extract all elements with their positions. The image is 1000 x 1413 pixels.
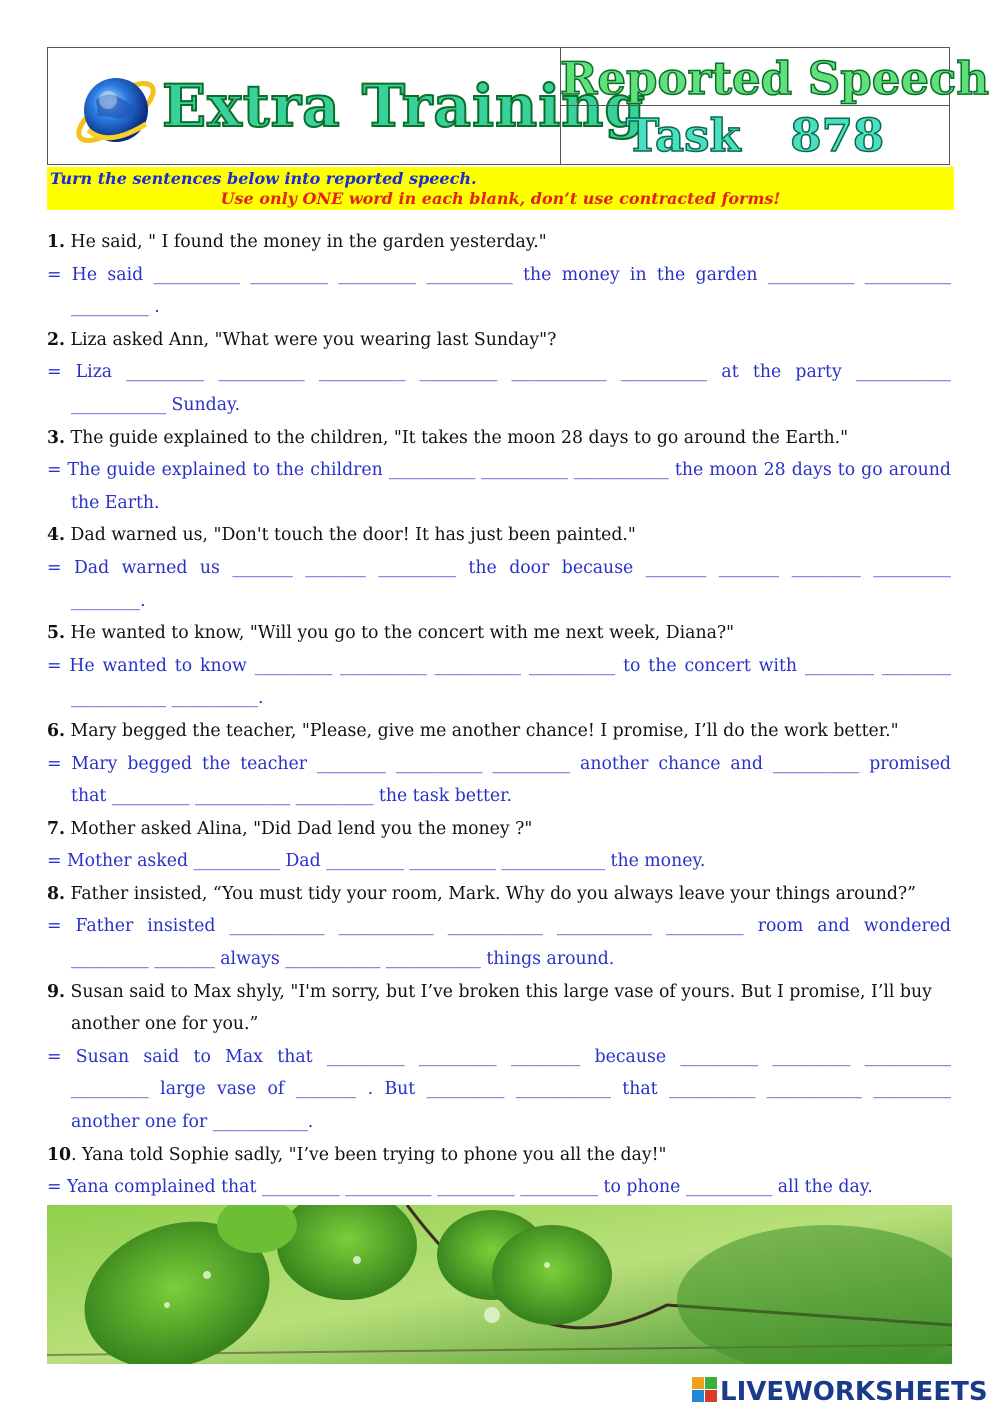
instruction-line-1: Turn the sentences below into reported speech.: [50, 169, 477, 188]
question-9: [47, 976, 951, 1041]
question-number: 3.: [47, 427, 66, 448]
question-number: 9.: [47, 981, 66, 1002]
answer-line[interactable]: = Liza _________ __________ __________ _________ ___________ __________ at the party ___________: [47, 362, 951, 383]
question-number: 4.: [47, 525, 66, 546]
task-number: Task 878: [625, 109, 885, 162]
answer-line[interactable]: the Earth.: [71, 492, 160, 513]
exercise-list: [47, 226, 951, 1204]
brand-title: Extra Training: [162, 72, 646, 140]
globe-logo-icon: [68, 60, 164, 156]
answer-line[interactable]: ___________ __________.: [71, 688, 264, 709]
question-2: [47, 324, 951, 357]
question-1: [47, 226, 951, 259]
question-text: . Yana told Sophie sadly, "I’ve been trying to phone you all the day!": [71, 1144, 667, 1165]
question-7: [47, 813, 951, 846]
liveworksheets-wordmark: LIVEWORKSHEETS: [720, 1377, 988, 1407]
answer-line[interactable]: = He said __________ _________ _________ __________ the money in the garden __________ __________: [47, 264, 951, 285]
question-5: [47, 617, 951, 650]
question-number: 10: [47, 1144, 72, 1165]
question-text: He said, " I found the money in the garden yesterday.": [65, 232, 547, 252]
answer-line[interactable]: = Father insisted ___________ ___________ ___________ ___________ _________ room and wondered: [47, 916, 951, 937]
question-text: Mother asked Alina, "Did Dad lend you the money ?": [65, 818, 533, 839]
answer-line[interactable]: _________ .: [71, 297, 160, 318]
answer-line[interactable]: = Mother asked __________ Dad _________ __________ ____________ the money.: [47, 851, 706, 872]
answer-line[interactable]: = The guide explained to the children __________ __________ ___________ the moon 28 days to go around: [47, 460, 951, 481]
question-text: The guide explained to the children, "It takes the moon 28 days to go around the Earth.": [65, 427, 849, 448]
question-text: Mary begged the teacher, "Please, give me another chance! I promise, I’ll do the work better.": [65, 720, 899, 741]
answer-line[interactable]: = Dad warned us _______ _______ _________ the door because _______ _______ ________ _________: [47, 557, 951, 578]
answer-line[interactable]: = He wanted to know _________ __________ __________ __________ to the concert with ________ ________: [47, 655, 951, 676]
liveworksheets-icon: [692, 1377, 718, 1407]
answer-line[interactable]: = Yana complained that _________ __________ _________ _________ to phone __________ all the day.: [47, 1177, 873, 1198]
liveworksheets-logo[interactable]: [692, 1375, 992, 1409]
question-number: 5.: [47, 623, 66, 644]
question-number: 1.: [47, 232, 66, 252]
answer-line[interactable]: ___________ Sunday.: [71, 394, 240, 415]
answer-line[interactable]: _________ _______ always ___________ ___________ things around.: [71, 949, 615, 970]
answer-line[interactable]: _________ large vase of _______ . But _________ ___________ that __________ ___________ _________: [71, 1079, 951, 1100]
question-3: [47, 422, 951, 455]
leaves-photo: [47, 1205, 952, 1364]
question-text: He wanted to know, "Will you go to the concert with me next week, Diana?": [65, 623, 735, 644]
question-10: [47, 1139, 951, 1172]
question-number: 6.: [47, 720, 66, 741]
worksheet-header: [47, 47, 990, 165]
question-6: [47, 715, 951, 748]
answer-line[interactable]: = Mary begged the teacher ________ __________ _________ another chance and __________ promised: [47, 753, 951, 774]
question-8: [47, 878, 951, 911]
question-number: 2.: [47, 329, 66, 350]
question-number: 7.: [47, 818, 66, 839]
question-number: 8.: [47, 883, 66, 904]
question-text: Father insisted, “You must tidy your room, Mark. Why do you always leave your things around?”: [65, 883, 917, 904]
answer-line[interactable]: ________.: [71, 590, 146, 611]
leaves-photo-image: [47, 1205, 952, 1364]
question-text: Susan said to Max shyly, "I'm sorry, but I’ve broken this large vase of yours. But I promise, I’ll buy another one for you.”: [65, 981, 932, 1035]
instructions-banner: [47, 167, 954, 210]
task-cell: [560, 105, 950, 164]
instruction-line-2: Use only ONE word in each blank, don’t use contracted forms!: [220, 189, 781, 208]
question-text: Dad warned us, "Don't touch the door! It has just been painted.": [65, 525, 636, 546]
worksheet-title: Reported Speech: [560, 52, 990, 105]
answer-line[interactable]: another one for ___________.: [71, 1112, 314, 1133]
question-4: [47, 519, 951, 552]
answer-line[interactable]: = Susan said to Max that _________ _________ ________ because _________ _________ __________: [47, 1046, 951, 1067]
title-cell: [560, 48, 990, 106]
brand-cell: [48, 48, 646, 164]
question-text: Liza asked Ann, "What were you wearing last Sunday"?: [65, 329, 557, 350]
answer-line[interactable]: that _________ ___________ _________ the task better.: [71, 786, 513, 807]
